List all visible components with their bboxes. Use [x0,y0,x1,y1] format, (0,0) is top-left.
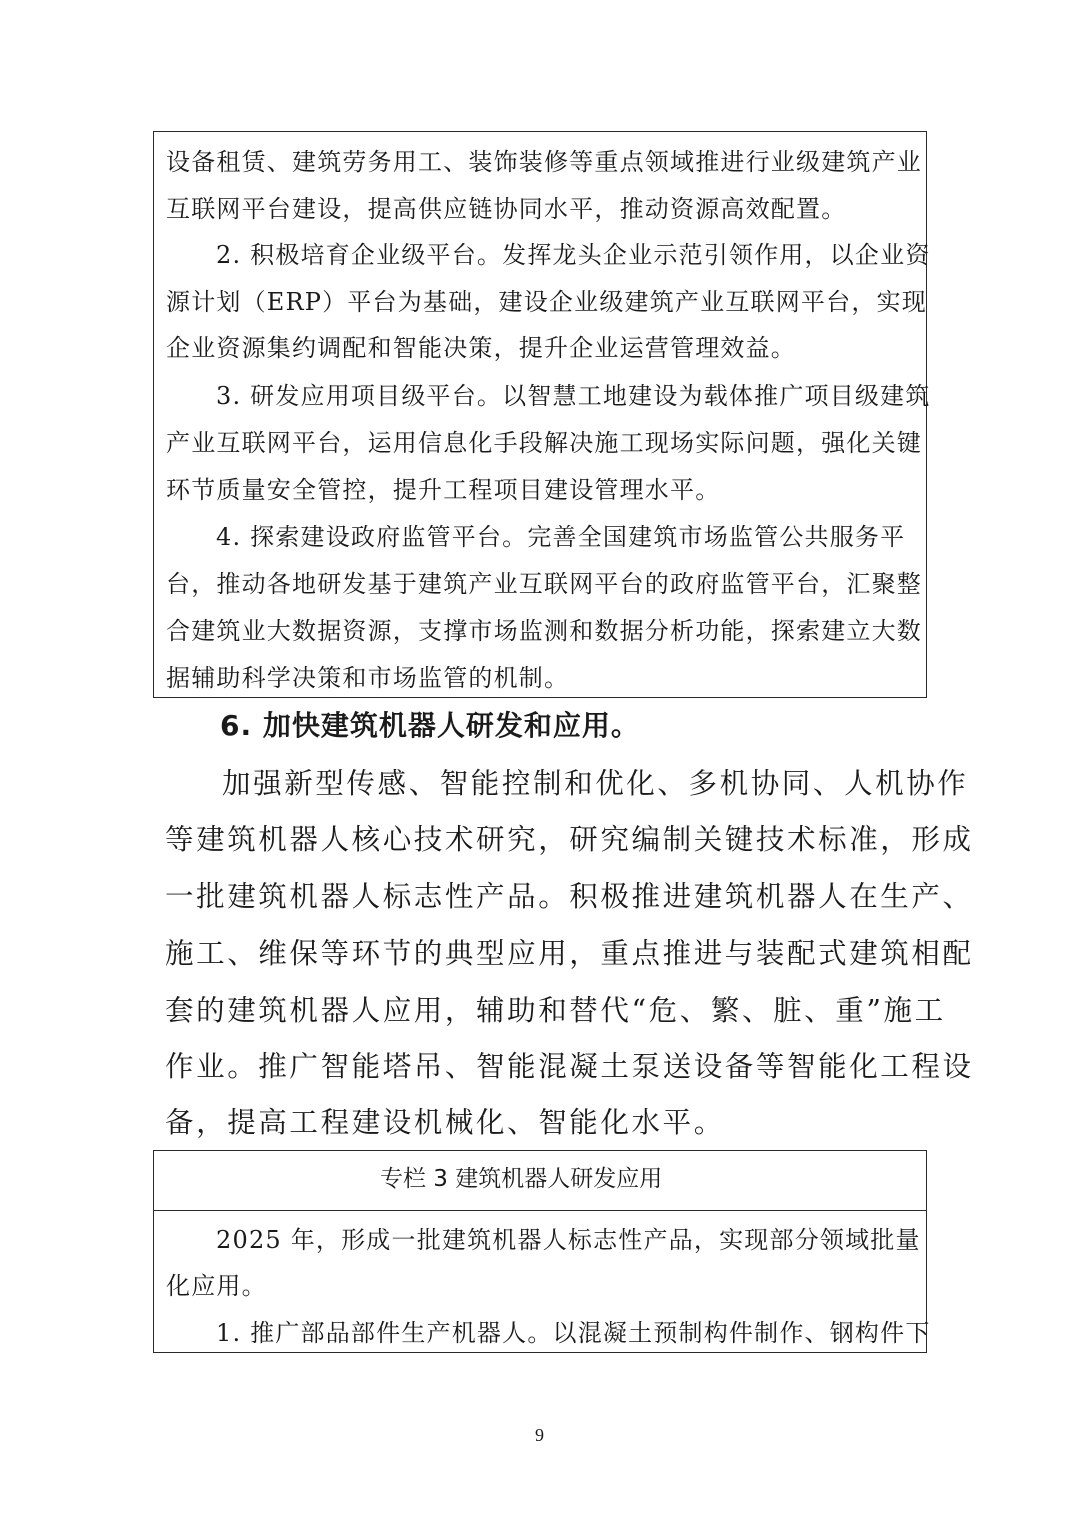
box3-title: 专栏 3 建筑机器人研发应用 [380,1166,663,1192]
section6-line-7: 备，提高工程建设机械化、智能化水平。 [165,1106,725,1139]
box2-line-1: 设备租赁、建筑劳务用工、装饰装修等重点领域推进行业级建筑产业 [166,148,922,176]
box2-line-9: 4. 探索建设政府监管平台。完善全国建筑市场监管公共服务平 [216,523,906,551]
section-6-heading: 6. 加快建筑机器人研发和应用。 [220,709,640,742]
section6-line-1: 加强新型传感、智能控制和优化、多机协同、人机协作 [222,767,969,800]
box2-line-4: 源计划（ERP）平台为基础，建设企业级建筑产业互联网平台，实现 [166,288,927,316]
section6-line-5: 套的建筑机器人应用，辅助和替代“危、繁、脏、重”施工 [165,994,946,1027]
section6-line-3: 一批建筑机器人标志性产品。积极推进建筑机器人在生产、 [165,880,974,913]
box3-line-2: 化应用。 [166,1272,267,1300]
box3-line-1: 2025 年，形成一批建筑机器人标志性产品，实现部分领域批量 [216,1226,921,1254]
box2-line-11: 合建筑业大数据资源，支撑市场监测和数据分析功能，探索建立大数 [166,617,922,645]
box2-line-10: 台，推动各地研发基于建筑产业互联网平台的政府监管平台，汇聚整 [166,570,922,598]
box3-title-divider [153,1210,927,1211]
box2-line-8: 环节质量安全管控，提升工程项目建设管理水平。 [166,476,721,504]
box2-line-6: 3. 研发应用项目级平台。以智慧工地建设为载体推广项目级建筑 [216,382,931,410]
page-number: 9 [535,1425,544,1445]
box2-line-12: 据辅助科学决策和市场监管的机制。 [166,664,570,692]
section6-line-6: 作业。推广智能塔吊、智能混凝土泵送设备等智能化工程设 [165,1050,974,1083]
box2-line-3: 2. 积极培育企业级平台。发挥龙头企业示范引领作用，以企业资 [216,241,931,269]
section6-line-2: 等建筑机器人核心技术研究，研究编制关键技术标准，形成 [165,823,974,856]
section6-line-4: 施工、维保等环节的典型应用，重点推进与装配式建筑相配 [165,937,974,970]
box3-line-3: 1. 推广部品部件生产机器人。以混凝土预制构件制作、钢构件下 [216,1319,931,1347]
box2-line-2: 互联网平台建设，提高供应链协同水平，推动资源高效配置。 [166,195,847,223]
box2-line-7: 产业互联网平台，运用信息化手段解决施工现场实际问题，强化关键 [166,429,922,457]
box2-line-5: 企业资源集约调配和智能决策，提升企业运营管理效益。 [166,334,796,362]
